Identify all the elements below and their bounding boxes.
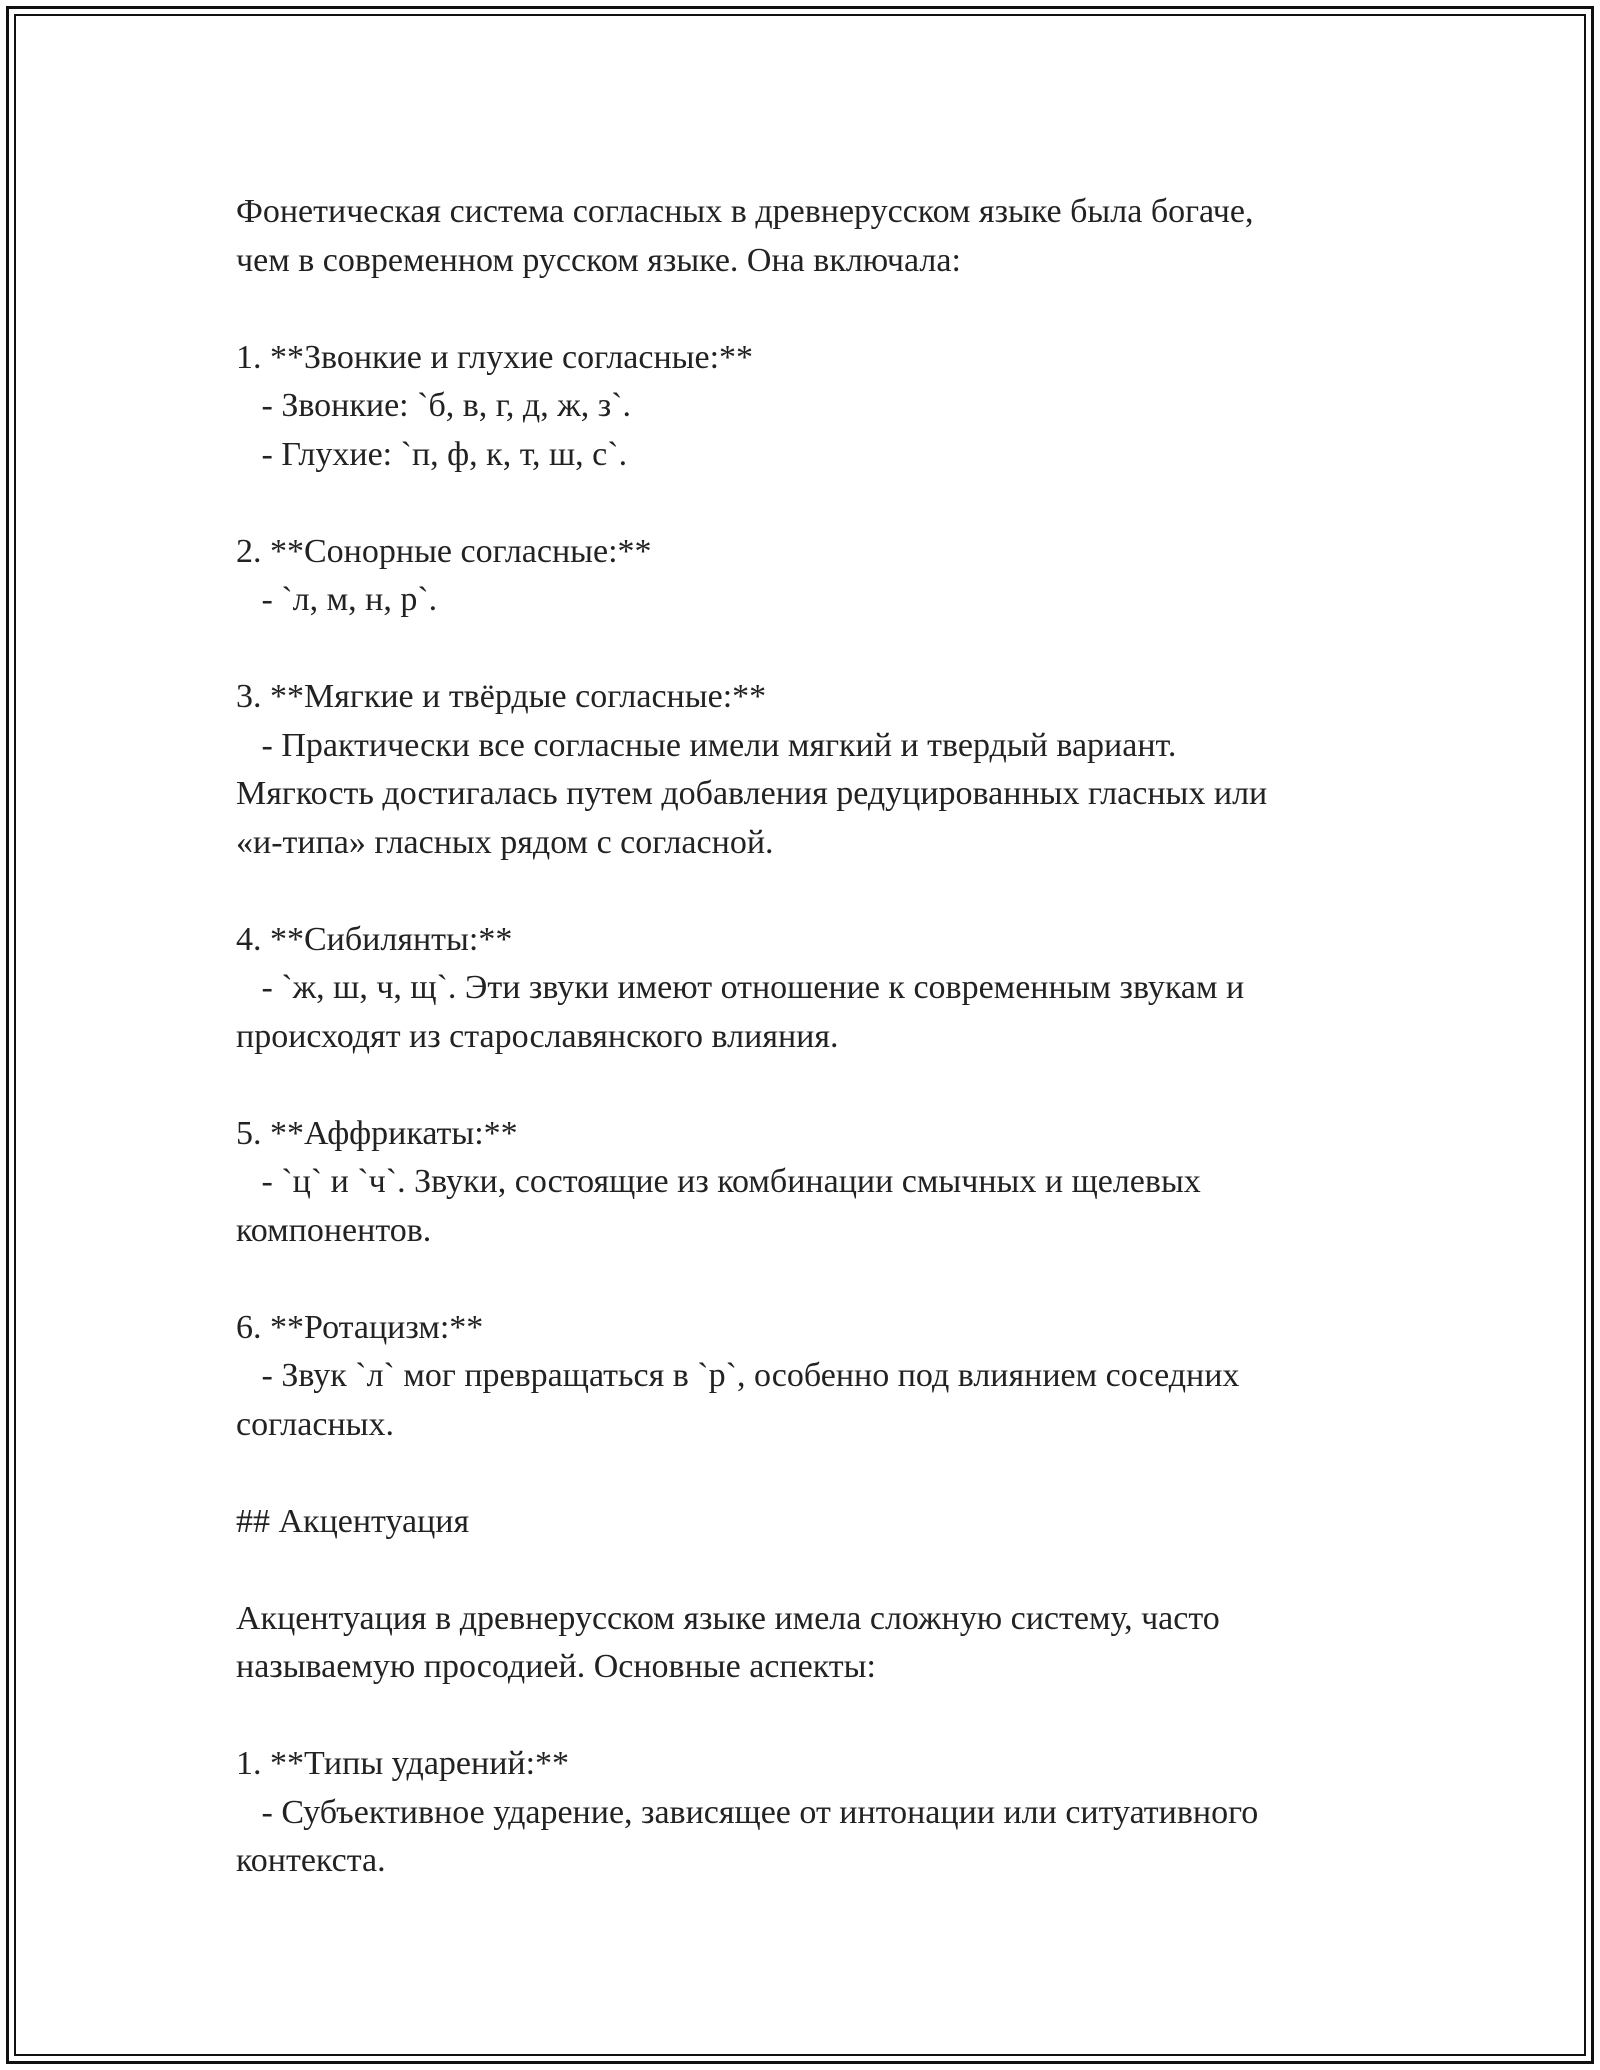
text-line: контекста. — [236, 1842, 386, 1879]
list-heading: 4. **Сибилянты:** — [236, 920, 513, 958]
list-heading: 6. **Ротацизм:** — [236, 1308, 484, 1346]
list-heading: 5. **Аффрикаты:** — [236, 1114, 518, 1152]
list-heading: 3. **Мягкие и твёрдые согласные:** — [236, 678, 767, 715]
text-line: происходят из старославянского влияния. — [236, 1017, 839, 1055]
section-heading: ## Акцентуация — [236, 1502, 470, 1540]
blank-line — [236, 1546, 1436, 1595]
blank-line — [236, 479, 1436, 528]
text-line: Фонетическая система согласных в древнерусском языке была богаче, — [236, 193, 1254, 230]
list-subitem: - Субъективное ударение, зависящее от интонации или ситуативного — [236, 1793, 1259, 1831]
document-body — [236, 188, 1436, 1886]
list-subitem: - Звук `л` мог превращаться в `р`, особенно под влиянием соседних — [236, 1357, 1240, 1394]
blank-line — [236, 867, 1436, 916]
text-line: чем в современном русском языке. Она включала: — [236, 241, 961, 279]
text-line: называемую просодией. Основные аспекты: — [236, 1648, 876, 1685]
list-heading: 1. **Звонкие и глухие согласные:** — [236, 338, 754, 376]
text-line: Акцентуация в древнерусском языке имела сложную систему, часто — [236, 1599, 1220, 1637]
list-subitem: - Звонкие: `б, в, г, д, ж, з`. — [236, 387, 631, 424]
blank-line — [236, 1255, 1436, 1304]
blank-line — [236, 285, 1436, 334]
blank-line — [236, 1061, 1436, 1110]
text-line: Мягкость достигалась путем добавления редуцированных гласных или — [236, 775, 1268, 812]
blank-line — [236, 1449, 1436, 1498]
list-subitem: - `ц` и `ч`. Звуки, состоящие из комбинации смычных и щелевых — [236, 1163, 1201, 1200]
list-heading: 1. **Типы ударений:** — [236, 1745, 570, 1782]
list-subitem: - `ж, ш, ч, щ`. Эти звуки имеют отношение к современным звукам и — [236, 969, 1245, 1006]
list-subitem: - Глухие: `п, ф, к, т, ш, с`. — [236, 435, 628, 473]
text-line: «и-типа» гласных рядом с согласной. — [236, 823, 774, 861]
text-line: компонентов. — [236, 1211, 432, 1249]
list-subitem: - Практически все согласные имели мягкий и твердый вариант. — [236, 726, 1177, 764]
blank-line — [236, 1692, 1436, 1741]
text-line: согласных. — [236, 1405, 394, 1443]
list-subitem: - `л, м, н, р`. — [236, 581, 438, 618]
list-heading: 2. **Сонорные согласные:** — [236, 532, 652, 570]
blank-line — [236, 625, 1436, 674]
